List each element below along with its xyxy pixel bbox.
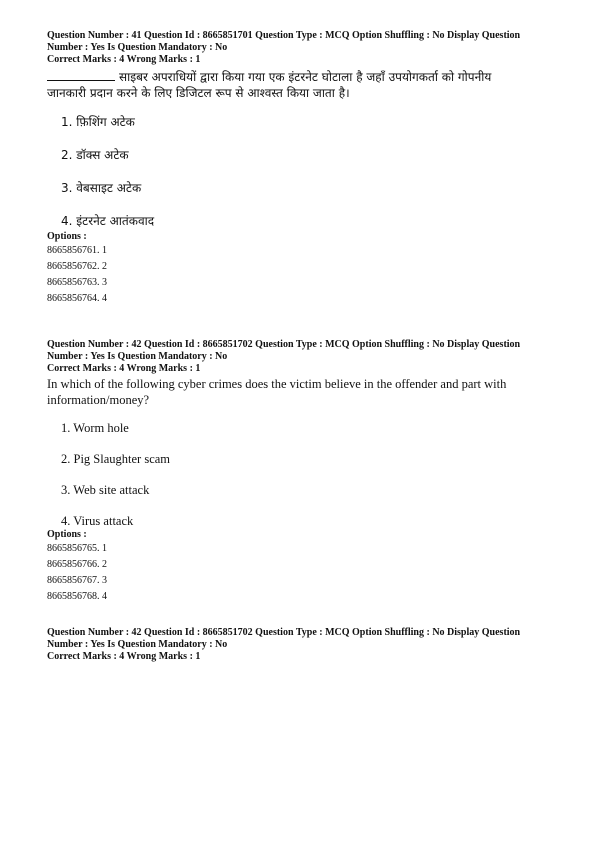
option-4: 4. Virus attack xyxy=(61,514,134,528)
question-stem-line1: साइबर अपराधियों द्वारा किया गया एक इंटरनेट घोटाला है जहाँ उपयोगकर्ता को गोपनीय xyxy=(119,70,492,84)
option-id-3: 8665856763. 3 xyxy=(47,277,107,288)
question-marks: Correct Marks : 4 Wrong Marks : 1 xyxy=(47,363,201,374)
question-41-block xyxy=(47,30,557,307)
question-stem xyxy=(47,68,557,85)
option-2: 2. डॉक्स अटेक xyxy=(61,148,129,162)
option-2: 2. Pig Slaughter scam xyxy=(61,452,171,466)
question-stem-line1: In which of the following cyber crimes does the victim believe in the offender and part with xyxy=(47,377,507,391)
option-id-1: 8665856761. 1 xyxy=(47,245,107,256)
option-id-2: 8665856766. 2 xyxy=(47,559,107,570)
option-3: 3. Web site attack xyxy=(61,483,150,497)
option-4: 4. इंटरनेट आतंकवाद xyxy=(61,214,155,228)
question-42-block xyxy=(47,339,557,605)
option-3: 3. वेबसाइट अटेक xyxy=(61,181,142,195)
question-header-line1: Question Number : 42 Question Id : 8665851702 Question Type : MCQ Option Shuffling : No Display Question xyxy=(47,339,521,350)
question-header-line1: Question Number : 42 Question Id : 8665851702 Question Type : MCQ Option Shuffling : No Display Question xyxy=(47,627,521,638)
question-header-line1: Question Number : 41 Question Id : 8665851701 Question Type : MCQ Option Shuffling : No Display Question xyxy=(47,30,521,41)
options-label: Options : xyxy=(47,529,87,540)
answer-blank xyxy=(47,68,115,81)
option-1: 1. फ़िशिंग अटेक xyxy=(61,115,135,129)
question-header-line2: Number : Yes Is Question Mandatory : No xyxy=(47,42,228,53)
option-1: 1. Worm hole xyxy=(61,421,129,435)
option-id-1: 8665856765. 1 xyxy=(47,543,107,554)
option-id-2: 8665856762. 2 xyxy=(47,261,107,272)
question-header-line2: Number : Yes Is Question Mandatory : No xyxy=(47,351,228,362)
question-stem-line2: information/money? xyxy=(47,393,150,407)
question-marks: Correct Marks : 4 Wrong Marks : 1 xyxy=(47,54,201,65)
options-label: Options : xyxy=(47,231,87,242)
option-id-4: 8665856764. 4 xyxy=(47,293,107,304)
question-stem-line2: जानकारी प्रदान करने के लिए डिजिटल रूप से आश्वस्त किया जाता है। xyxy=(47,86,350,100)
option-id-3: 8665856767. 3 xyxy=(47,575,107,586)
option-id-4: 8665856768. 4 xyxy=(47,591,107,602)
question-42-repeat-block xyxy=(47,627,557,663)
question-header-line2: Number : Yes Is Question Mandatory : No xyxy=(47,639,228,650)
question-marks: Correct Marks : 4 Wrong Marks : 1 xyxy=(47,651,201,662)
